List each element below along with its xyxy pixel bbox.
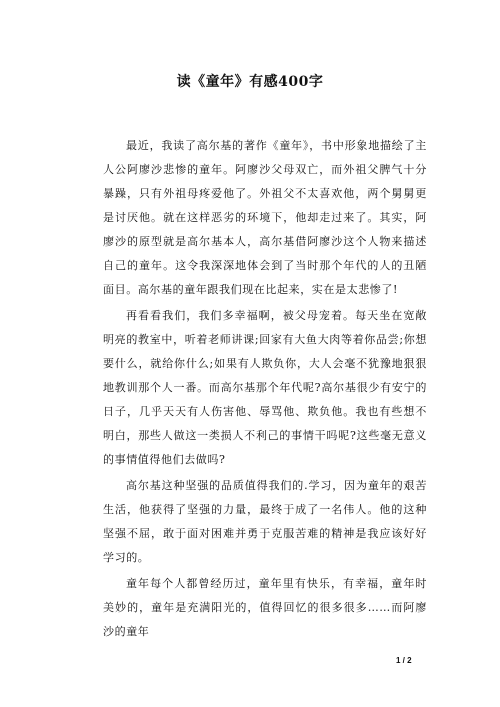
document-body xyxy=(103,134,427,646)
paragraph-3: 高尔基这种坚强的品质值得我们的.学习，因为童年的艰苦生活，他获得了坚强的力量，最终于成了一名伟人。他的这种坚强不屈，敢于面对困难并勇于克服苦难的精神是我应该好好学习的。 xyxy=(103,479,427,564)
paragraph-4: 童年每个人都曾经历过，童年里有快乐，有幸福，童年时美妙的，童年是充满阳光的，值得回忆的很多很多……而阿廖沙的童年 xyxy=(103,577,427,638)
page-number: 1 / 2 xyxy=(396,656,412,665)
paragraph-2: 再看看我们，我们多幸福啊，被父母宠着。每天坐在宽敞明亮的教室中，听着老师讲课;回家有大鱼大肉等着你品尝;你想要什么，就给你什么;如果有人欺负你，大人会毫不犹豫地狠狠地教训那个人一番。而高尔基那个年代呢?高尔基很少有安宁的日子，几乎天天有人伤害他、辱骂他、欺负他。我也有些想不明白，那些人做这一类损人不利己的事情干吗呢?这些毫无意义的事情值得他们去做吗? xyxy=(103,309,427,466)
paragraph-1: 最近，我读了高尔基的著作《童年》，书中形象地描绘了主人公阿廖沙悲惨的童年。阿廖沙父母双亡，而外祖父脾气十分暴躁，只有外祖母疼爱他了。外祖父不太喜欢他，两个舅舅更是讨厌他。就在这样恶劣的环境下，他却走过来了。其实，阿廖沙的原型就是高尔基本人，高尔基借阿廖沙这个人物来描述自己的童年。这令我深深地体会到了当时那个年代的人的丑陋面目。高尔基的童年跟我们现在比起来，实在是太悲惨了! xyxy=(103,139,427,296)
document-title: 读《童年》有感400字 xyxy=(176,74,324,90)
